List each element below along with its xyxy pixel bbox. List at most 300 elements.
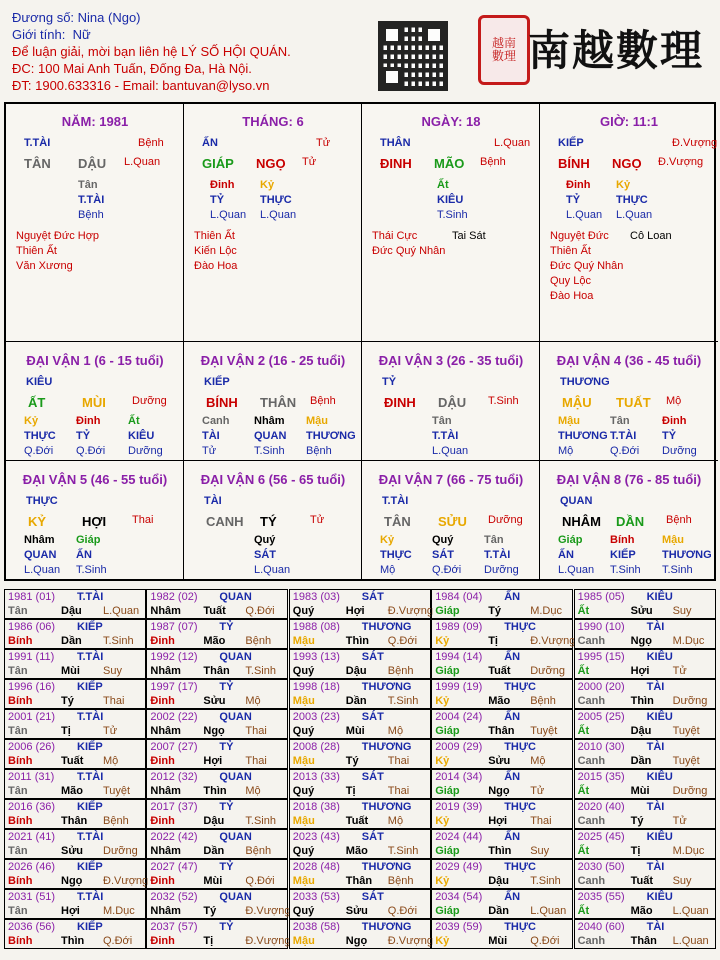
- year-label: 2023 (43): [292, 831, 340, 843]
- dv-hidden-1: Đinh: [662, 415, 687, 427]
- year-state: Tuyệt: [672, 755, 700, 767]
- year-cell[interactable]: [289, 799, 431, 829]
- year-cell[interactable]: [289, 679, 431, 709]
- year-stem: Mậu: [292, 875, 315, 887]
- year-god: ẤN: [504, 771, 521, 783]
- star-1: Nguyệt Đức: [550, 230, 609, 242]
- year-branch: Tị: [61, 725, 71, 737]
- dai-van-title: ĐẠI VẬN 6 (56 - 65 tuổi): [200, 472, 346, 487]
- ten-god-stem: THÂN: [380, 137, 411, 149]
- year-label: 2027 (47): [150, 861, 198, 873]
- pillar-title: NGÀY: 18: [421, 114, 481, 129]
- year-god: ẤN: [504, 711, 521, 723]
- year-state: M.Dục: [103, 905, 135, 917]
- year-cell[interactable]: [289, 889, 431, 919]
- year-cell[interactable]: [289, 919, 431, 949]
- year-cell[interactable]: [146, 649, 288, 679]
- dai-van-branch: TUẤT: [616, 395, 651, 410]
- year-cell[interactable]: [574, 589, 716, 619]
- star-5: Đào Hoa: [550, 290, 594, 302]
- year-cell[interactable]: [574, 709, 716, 739]
- year-stem: Canh: [577, 755, 606, 767]
- dai-van-title: ĐẠI VẬN 2 (16 - 25 tuổi): [200, 353, 346, 368]
- year-god: SÁT: [361, 711, 384, 723]
- earthly-branch: NGỌ: [256, 156, 286, 171]
- year-stem: Tân: [8, 665, 28, 677]
- year-cell[interactable]: [574, 799, 716, 829]
- dv-hidden-1: Tân: [432, 415, 452, 427]
- year-god: QUAN: [219, 771, 252, 783]
- year-branch: Thìn: [61, 935, 85, 947]
- year-branch: Tị: [488, 635, 498, 647]
- year-stem: Mậu: [292, 695, 315, 707]
- hidden-stem-2: TỶ: [566, 194, 581, 206]
- year-god: KIÊU: [646, 591, 673, 603]
- year-branch: Tý: [345, 755, 359, 767]
- dv-hidden-2: ẤN: [76, 549, 92, 561]
- yearly-luck-grid: [4, 589, 716, 955]
- year-cell[interactable]: [4, 859, 149, 889]
- year-label: 1992 (12): [150, 651, 198, 663]
- year-branch: Tý: [630, 815, 644, 827]
- year-state: Mộ: [245, 695, 261, 707]
- year-cell[interactable]: [574, 859, 716, 889]
- year-cell[interactable]: [574, 739, 716, 769]
- star-3: Văn Xương: [16, 260, 73, 272]
- year-cell[interactable]: [4, 709, 146, 739]
- year-cell[interactable]: [574, 679, 716, 709]
- year-cell[interactable]: [431, 799, 573, 829]
- year-cell[interactable]: [146, 919, 291, 949]
- year-stem: Quý: [292, 785, 315, 797]
- year-branch: Ngọ: [61, 875, 83, 887]
- year-state: Suy: [530, 845, 550, 857]
- year-cell[interactable]: [4, 919, 146, 949]
- year-cell[interactable]: [146, 799, 288, 829]
- red-seal-logo: 越南 數理: [478, 15, 530, 85]
- year-state: Bệnh: [387, 875, 414, 887]
- year-god: THỰC: [504, 861, 536, 873]
- year-state: Tuyệt: [103, 785, 131, 797]
- year-cell[interactable]: [146, 829, 288, 859]
- year-label: 2015 (35): [577, 771, 625, 783]
- year-cell[interactable]: [146, 679, 288, 709]
- year-state: Bệnh: [245, 845, 272, 857]
- year-cell[interactable]: [289, 649, 431, 679]
- year-state: Q.Đới: [387, 905, 418, 917]
- year-stem: Nhâm: [150, 845, 181, 857]
- year-cell[interactable]: [431, 649, 573, 679]
- year-state: T.Sinh: [387, 845, 419, 857]
- year-cell[interactable]: [431, 769, 573, 799]
- year-stem: Canh: [577, 815, 606, 827]
- year-cell[interactable]: [4, 799, 146, 829]
- year-state: Dưỡng: [672, 785, 708, 797]
- year-cell[interactable]: [431, 859, 573, 889]
- hidden-stem-1: Tân: [78, 179, 98, 191]
- four-pillars-chart: [4, 102, 716, 581]
- qr-code-icon[interactable]: [378, 21, 448, 91]
- year-stem: Đinh: [150, 755, 175, 767]
- year-branch: Thân: [203, 665, 230, 677]
- dai-van-god: TÀI: [204, 495, 222, 507]
- year-stem: Ất: [577, 785, 590, 797]
- dv-hidden-2: TÀI: [202, 430, 220, 442]
- stem-state: Đ.Vượng: [672, 137, 718, 149]
- year-cell[interactable]: [146, 739, 288, 769]
- year-stem: Giáp: [435, 665, 460, 677]
- year-god: THƯƠNG: [361, 621, 412, 633]
- year-label: 2005 (25): [577, 711, 625, 723]
- year-label: 1988 (08): [292, 621, 340, 633]
- year-stem: Quý: [292, 905, 315, 917]
- year-state: Q.Đới: [530, 935, 560, 947]
- star-3: Đức Quý Nhân: [550, 260, 624, 272]
- heavenly-stem: BÍNH: [558, 156, 590, 171]
- year-cell[interactable]: [146, 769, 288, 799]
- year-cell[interactable]: [4, 829, 146, 859]
- year-god: KIẾP: [77, 921, 103, 933]
- year-cell[interactable]: [431, 679, 573, 709]
- branch-state: L.Quan: [124, 156, 161, 168]
- dai-van-stem: MẬU: [562, 395, 592, 410]
- year-state: Thai: [530, 815, 552, 827]
- year-cell[interactable]: [289, 769, 431, 799]
- year-label: 1989 (09): [435, 621, 483, 633]
- dai-van-8: [540, 461, 718, 580]
- year-state: Dưỡng: [103, 845, 138, 857]
- year-branch: Mùi: [345, 725, 365, 737]
- year-cell[interactable]: [574, 889, 716, 919]
- year-cell[interactable]: [4, 889, 146, 919]
- dv-hidden-3: L.Quan: [432, 445, 469, 457]
- dv-hidden-3: L.Quan: [558, 564, 595, 576]
- year-god: THƯƠNG: [361, 681, 412, 693]
- year-label: 1993 (13): [292, 651, 340, 663]
- year-branch: Ngọ: [203, 725, 225, 737]
- year-stem: Bính: [8, 935, 33, 947]
- dai-van-stem: BÍNH: [206, 395, 238, 410]
- year-cell[interactable]: [431, 739, 573, 769]
- year-stem: Ất: [577, 845, 590, 857]
- year-branch: Mùi: [630, 785, 650, 797]
- year-branch: Dần: [345, 695, 367, 707]
- hidden-stem-1: Đinh: [210, 179, 235, 191]
- year-stem: Đinh: [150, 875, 175, 887]
- year-cell[interactable]: [4, 619, 146, 649]
- year-stem: Bính: [8, 815, 33, 827]
- year-stem: Ất: [577, 665, 590, 677]
- year-cell[interactable]: [289, 619, 431, 649]
- year-state: Q.Đới: [245, 875, 275, 887]
- year-state: M.Dục: [530, 605, 562, 617]
- year-stem: Tân: [8, 605, 28, 617]
- year-branch: Mão: [488, 695, 511, 707]
- year-god: T.TÀI: [77, 711, 104, 723]
- year-branch: Dậu: [61, 605, 82, 617]
- year-cell[interactable]: [289, 859, 431, 889]
- year-cell[interactable]: [289, 589, 431, 619]
- year-label: 2025 (45): [577, 831, 625, 843]
- year-state: T.Sinh: [387, 695, 419, 707]
- year-god: T.TÀI: [77, 891, 104, 903]
- year-cell[interactable]: [289, 709, 431, 739]
- dv-hidden-1: Quý: [254, 534, 276, 546]
- year-god: ẤN: [504, 651, 521, 663]
- year-cell[interactable]: [146, 859, 288, 889]
- phone-email-line[interactable]: ĐT: 1900.633316 - Email: bantuvan@lyso.vn: [12, 78, 270, 93]
- gender-label: Giới tính:: [12, 27, 66, 42]
- year-branch: Thân: [488, 725, 515, 737]
- year-branch: Tuất: [345, 815, 369, 827]
- year-branch: Mùi: [203, 875, 223, 887]
- dv-hidden-1: Tân: [484, 534, 504, 546]
- year-god: KIẾP: [77, 861, 103, 873]
- year-branch: Tị: [345, 785, 356, 797]
- year-god: THỰC: [504, 921, 536, 933]
- year-state: Bệnh: [530, 695, 556, 707]
- dv-hidden-2: QUAN: [254, 430, 287, 442]
- star-1: Thái Cực: [372, 230, 418, 242]
- year-state: L.Quan: [530, 905, 567, 917]
- year-branch: Mão: [203, 635, 226, 647]
- dv-hidden-2: THƯƠNG: [662, 549, 712, 561]
- dv-hidden-1: Kỷ: [380, 534, 395, 546]
- year-state: Đ.Vượng: [387, 605, 433, 617]
- year-stem: Tân: [8, 725, 28, 737]
- year-label: 2007 (27): [150, 741, 198, 753]
- year-state: Dưỡng: [672, 695, 708, 707]
- dv-hidden-3: Dưỡng: [128, 445, 163, 457]
- year-label: 2016 (36): [8, 801, 56, 813]
- year-god: KIẾP: [77, 621, 103, 633]
- hidden-stem-1: Kỷ: [616, 179, 631, 191]
- year-branch: Sửu: [203, 695, 226, 707]
- year-state: Thai: [103, 695, 125, 707]
- dai-van-state: Dưỡng: [488, 514, 523, 526]
- year-stem: Giáp: [435, 905, 460, 917]
- name-label: Đương số:: [12, 10, 75, 25]
- year-branch: Tị: [203, 935, 214, 947]
- year-branch: Tuất: [61, 755, 84, 767]
- year-cell[interactable]: [4, 589, 146, 619]
- year-state: Bệnh: [245, 635, 272, 647]
- year-god: KIẾP: [77, 681, 103, 693]
- year-god: ẤN: [504, 891, 521, 903]
- year-cell[interactable]: [431, 589, 573, 619]
- year-label: 2032 (52): [150, 891, 198, 903]
- year-cell[interactable]: [146, 709, 288, 739]
- year-cell[interactable]: [431, 829, 573, 859]
- dai-van-state: Tử: [310, 514, 325, 526]
- year-cell[interactable]: [289, 829, 431, 859]
- dv-hidden-3: Q.Đới: [432, 564, 462, 576]
- year-god: T.TÀI: [77, 771, 104, 783]
- dai-van-branch: DẦN: [616, 514, 645, 529]
- year-god: TÀI: [646, 861, 665, 873]
- year-cell[interactable]: [289, 739, 431, 769]
- dai-van-title: ĐẠI VẬN 1 (6 - 15 tuổi): [26, 353, 164, 368]
- year-label: 2010 (30): [577, 741, 625, 753]
- year-god: KIÊU: [646, 891, 673, 903]
- year-state: Thai: [245, 725, 267, 737]
- year-label: 1991 (11): [8, 651, 55, 663]
- header-info: [12, 9, 291, 94]
- year-state: Q.Đới: [245, 605, 275, 617]
- year-branch: Tuất: [630, 875, 653, 887]
- year-label: 1983 (03): [292, 591, 340, 603]
- earthly-branch: NGỌ: [612, 156, 642, 171]
- year-cell[interactable]: [146, 889, 291, 919]
- year-stem: Nhâm: [150, 725, 181, 737]
- year-god: SÁT: [361, 651, 384, 663]
- year-label: 2008 (28): [292, 741, 340, 753]
- star-right-1: Tai Sát: [452, 230, 486, 242]
- year-branch: Dần: [203, 845, 225, 857]
- year-god: ẤN: [504, 831, 521, 843]
- year-cell[interactable]: [146, 589, 288, 619]
- year-state: L.Quan: [672, 905, 709, 917]
- dv-hidden-2: THƯƠNG: [306, 430, 356, 442]
- year-branch: Ngọ: [630, 635, 652, 647]
- year-god: THƯƠNG: [361, 921, 412, 933]
- year-god: SÁT: [361, 891, 384, 903]
- year-cell[interactable]: [574, 619, 716, 649]
- dai-van-state: Bệnh: [310, 395, 336, 407]
- year-label: 2006 (26): [8, 741, 56, 753]
- pillar-title: NĂM: 1981: [61, 114, 129, 129]
- heavenly-stem: GIÁP: [202, 156, 234, 171]
- year-stem: Tân: [8, 845, 28, 857]
- year-label: 2039 (59): [435, 921, 483, 933]
- year-stem: Đinh: [150, 635, 175, 647]
- dv-hidden-1: Canh: [202, 415, 230, 427]
- year-cell[interactable]: [146, 619, 288, 649]
- dv-hidden-3: Bệnh: [306, 445, 332, 457]
- year-cell[interactable]: [4, 679, 146, 709]
- pillar-title: GIỜ: 11:1: [599, 114, 659, 129]
- year-cell[interactable]: [4, 769, 146, 799]
- dai-van-title: ĐẠI VẬN 3 (26 - 35 tuổi): [378, 353, 524, 368]
- year-stem: Ất: [577, 905, 590, 917]
- year-branch: Ngọ: [345, 935, 368, 947]
- year-god: KIÊU: [646, 651, 673, 663]
- year-label: 1990 (10): [577, 621, 625, 633]
- year-cell[interactable]: [574, 829, 716, 859]
- dai-van-god: KIÊU: [26, 376, 53, 388]
- dv-hidden-3: Mộ: [380, 564, 396, 576]
- year-god: TÀI: [646, 921, 665, 933]
- dv-hidden-1: Mậu: [306, 415, 328, 427]
- year-label: 2038 (58): [292, 921, 340, 933]
- brand-logo: 南越數理: [528, 26, 705, 75]
- year-branch: Dậu: [630, 725, 652, 737]
- year-cell[interactable]: [574, 919, 716, 949]
- year-label: 2035 (55): [577, 891, 625, 903]
- year-state: T.Sinh: [245, 665, 276, 677]
- year-cell[interactable]: [431, 709, 573, 739]
- year-label: 2012 (32): [150, 771, 198, 783]
- dv-hidden-3: L.Quan: [254, 564, 291, 576]
- pillar-2: [184, 104, 362, 342]
- hidden-stem-3: T.Sinh: [437, 209, 468, 221]
- year-state: Đ.Vượng: [387, 935, 433, 947]
- year-stem: Giáp: [435, 605, 460, 617]
- contact-line: Để luận giải, mời bạn liên hệ LÝ SỐ HỘI QUÁN.: [12, 44, 291, 59]
- dv-hidden-3: Mộ: [558, 445, 574, 457]
- year-stem: Kỷ: [435, 875, 450, 887]
- year-god: THỰC: [504, 801, 536, 813]
- year-cell[interactable]: [431, 619, 576, 649]
- dai-van-stem: NHÂM: [562, 514, 601, 529]
- year-god: KIÊU: [646, 711, 673, 723]
- branch-state: Tử: [302, 156, 317, 168]
- dai-van-1: [6, 342, 184, 461]
- year-label: 1985 (05): [577, 591, 625, 603]
- dv-hidden-2: THƯƠNG: [558, 430, 608, 442]
- year-label: 2031 (51): [8, 891, 56, 903]
- year-stem: Ất: [577, 725, 590, 737]
- hidden-stem-2: THỰC: [260, 194, 292, 206]
- dv-hidden-3: Q.Đới: [76, 445, 106, 457]
- earthly-branch: DẬU: [78, 156, 107, 171]
- year-cell[interactable]: [4, 649, 146, 679]
- year-stem: Canh: [577, 875, 606, 887]
- year-label: 2011 (31): [8, 771, 55, 783]
- year-cell[interactable]: [4, 739, 146, 769]
- year-stem: Kỷ: [435, 635, 450, 647]
- year-stem: Nhâm: [150, 665, 181, 677]
- year-state: Tử: [672, 815, 687, 827]
- year-branch: Sửu: [61, 845, 84, 857]
- dai-van-branch: TÝ: [260, 514, 277, 529]
- year-branch: Tý: [488, 605, 502, 617]
- star-2: Đức Quý Nhân: [372, 245, 446, 257]
- dv-hidden-1: Quý: [432, 534, 454, 546]
- year-god: TỶ: [219, 801, 234, 813]
- year-label: 2033 (53): [292, 891, 340, 903]
- dv-hidden-1: Giáp: [76, 534, 101, 546]
- year-state: L.Quan: [103, 605, 140, 617]
- dai-van-branch: MÙI: [82, 395, 106, 410]
- year-label: 2000 (20): [577, 681, 625, 693]
- year-god: SÁT: [361, 831, 384, 843]
- year-cell[interactable]: [431, 889, 573, 919]
- year-cell[interactable]: [431, 919, 573, 949]
- year-cell[interactable]: [574, 649, 716, 679]
- dv-hidden-3: L.Quan: [24, 564, 61, 576]
- year-stem: Tân: [8, 785, 28, 797]
- dai-van-branch: SỬU: [438, 514, 467, 529]
- year-branch: Thân: [345, 875, 373, 887]
- dv-hidden-3: T.Sinh: [76, 564, 107, 576]
- hidden-stem-3: Bệnh: [78, 209, 104, 221]
- year-god: THƯƠNG: [361, 801, 412, 813]
- dv-hidden-3: Tử: [202, 445, 217, 457]
- dv-hidden-2: THỰC: [380, 549, 412, 561]
- hidden-stem-1: Ất: [437, 179, 449, 191]
- year-branch: Tý: [203, 905, 217, 917]
- dv-hidden-3: T.Sinh: [254, 445, 285, 457]
- year-label: 1997 (17): [150, 681, 198, 693]
- hidden-stem-3: L.Quan: [616, 209, 653, 221]
- year-label: 2030 (50): [577, 861, 625, 873]
- ten-god-stem: ẤN: [202, 137, 218, 149]
- year-state: Đ.Vượng: [530, 635, 576, 647]
- year-label: 2002 (22): [150, 711, 198, 723]
- year-cell[interactable]: [574, 769, 716, 799]
- year-state: M.Dục: [672, 635, 705, 647]
